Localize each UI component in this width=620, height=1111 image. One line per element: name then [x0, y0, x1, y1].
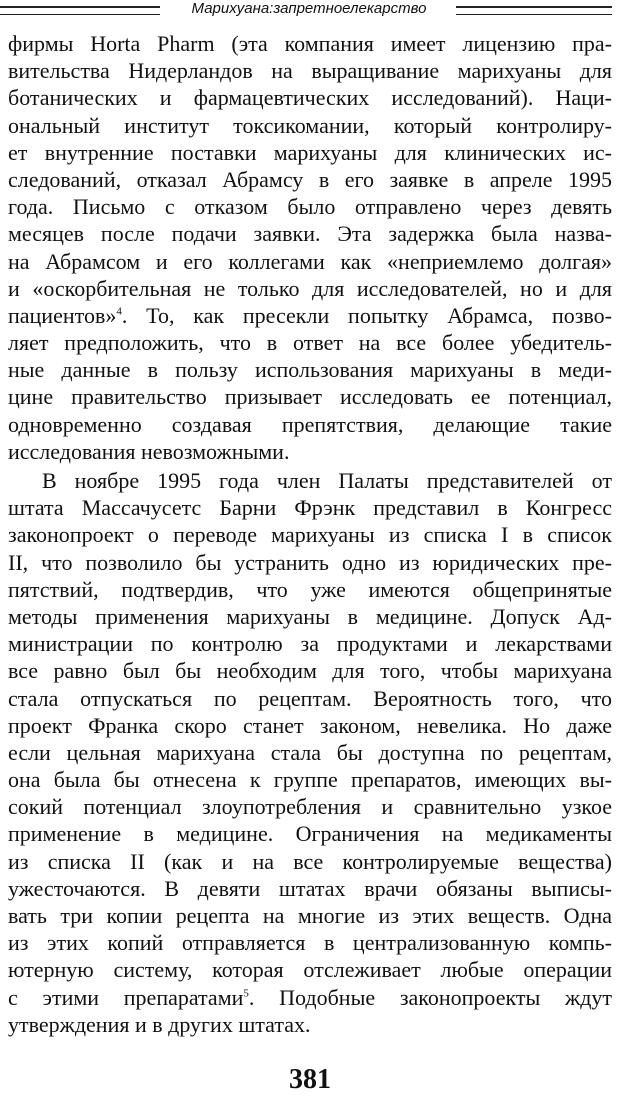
text-line: месяцев после подачи заявки. Эта задержка была назва- [8, 221, 612, 247]
text-fragment: . То, как пресекли попытку Абрамса, позво- [121, 302, 612, 328]
text-line: сокий потенциал злоупотребления и сравнительно узкое [8, 794, 612, 820]
text-line: стала отпускаться по рецептам. Вероятность того, что [8, 685, 612, 711]
text-line: ляет предположить, что в ответ на все более убедитель- [8, 330, 612, 356]
text-line: из списка II (как и на все контролируемые вещества) [8, 848, 612, 874]
page-number: 381 [289, 1064, 331, 1095]
text-line: штата Массачусетс Барни Фрэнк представил в Конгресс [8, 495, 612, 521]
footnote-reference[interactable]: 4 [116, 305, 122, 318]
text-line: все равно был бы необходим для того, чтобы марихуана [8, 658, 612, 684]
text-line: ные данные в пользу использования марихуаны в меди- [8, 357, 612, 383]
text-fragment: . Подобные законопроекты ждут [248, 984, 613, 1010]
text-line: года. Письмо с отказом было отправлено через девять [8, 194, 612, 220]
running-header [0, 0, 620, 22]
text-line-with-footnote [8, 984, 612, 1011]
text-line: ет внутренние поставки марихуаны для клинических ис- [8, 139, 612, 165]
header-rule-left [0, 6, 160, 15]
text-fragment: пациентов» [8, 302, 117, 328]
text-line: фирмы Horta Pharm (эта компания имеет лицензию пра- [8, 31, 612, 56]
text-line: на Абрамсом и его коллегами как «неприемлемо долгая» [8, 248, 612, 274]
text-line: В ноябре 1995 года член Палаты представителей от [42, 468, 612, 493]
paragraph [8, 30, 612, 465]
text-line: утверждения и в других штатах. [8, 1011, 311, 1037]
text-line: она была бы отнесена к группе препаратов, имеющих вы- [8, 767, 612, 793]
text-line: II, что позволило бы устранить одно из юридических пре- [8, 549, 612, 575]
footnote-reference[interactable]: 5 [243, 987, 249, 1000]
text-line: методы применения марихуаны в медицине. Допуск Ад- [8, 603, 612, 629]
header-rule-right [456, 6, 612, 15]
text-line: вать три копии рецепта на многие из этих веществ. Одна [8, 903, 612, 928]
text-line: законопроект о переводе марихуаны из списка I в список [8, 522, 612, 548]
text-line: цине правительство призывает исследовать ее потенциал, [8, 384, 612, 410]
text-line: и «оскорбительная не только для исследователей, но и для [8, 275, 612, 301]
text-line: министрации по контролю за продуктами и лекарствами [8, 631, 612, 657]
text-line: ональный институт токсикомании, который контролиру- [8, 112, 612, 138]
text-line: пятствий, подтвердив, что уже имеются общепринятые [8, 576, 612, 602]
text-fragment: с этими препаратами [8, 984, 244, 1010]
text-line: ютерную систему, которая отслеживает любые операции [8, 957, 612, 983]
body-text [8, 30, 612, 1038]
text-line: применение в медицине. Ограничения на медикаменты [8, 821, 612, 847]
text-line-with-footnote [8, 302, 612, 329]
text-line: исследования невозможными. [8, 438, 290, 464]
running-title: Марихуана:запретноелекарство [191, 0, 427, 17]
text-line: из этих копий отправляется в централизованную компь- [8, 930, 612, 956]
text-line: если цельная марихуана стала бы доступна по рецептам, [8, 739, 612, 765]
text-line: проект Франка скоро станет законом, невелика. Но даже [8, 712, 612, 738]
paragraph [8, 467, 612, 1038]
text-line: ужесточаются. В девяти штатах врачи обязаны выписы- [8, 875, 612, 901]
text-line: вительства Нидерландов на выращивание марихуаны для [8, 58, 612, 84]
text-line: одновременно создавая препятствия, делающие такие [8, 411, 612, 437]
text-line: следований, отказал Абрамсу в его заявке в апреле 1995 [8, 166, 612, 192]
text-line: ботанических и фармацевтических исследований). Наци- [8, 85, 612, 111]
